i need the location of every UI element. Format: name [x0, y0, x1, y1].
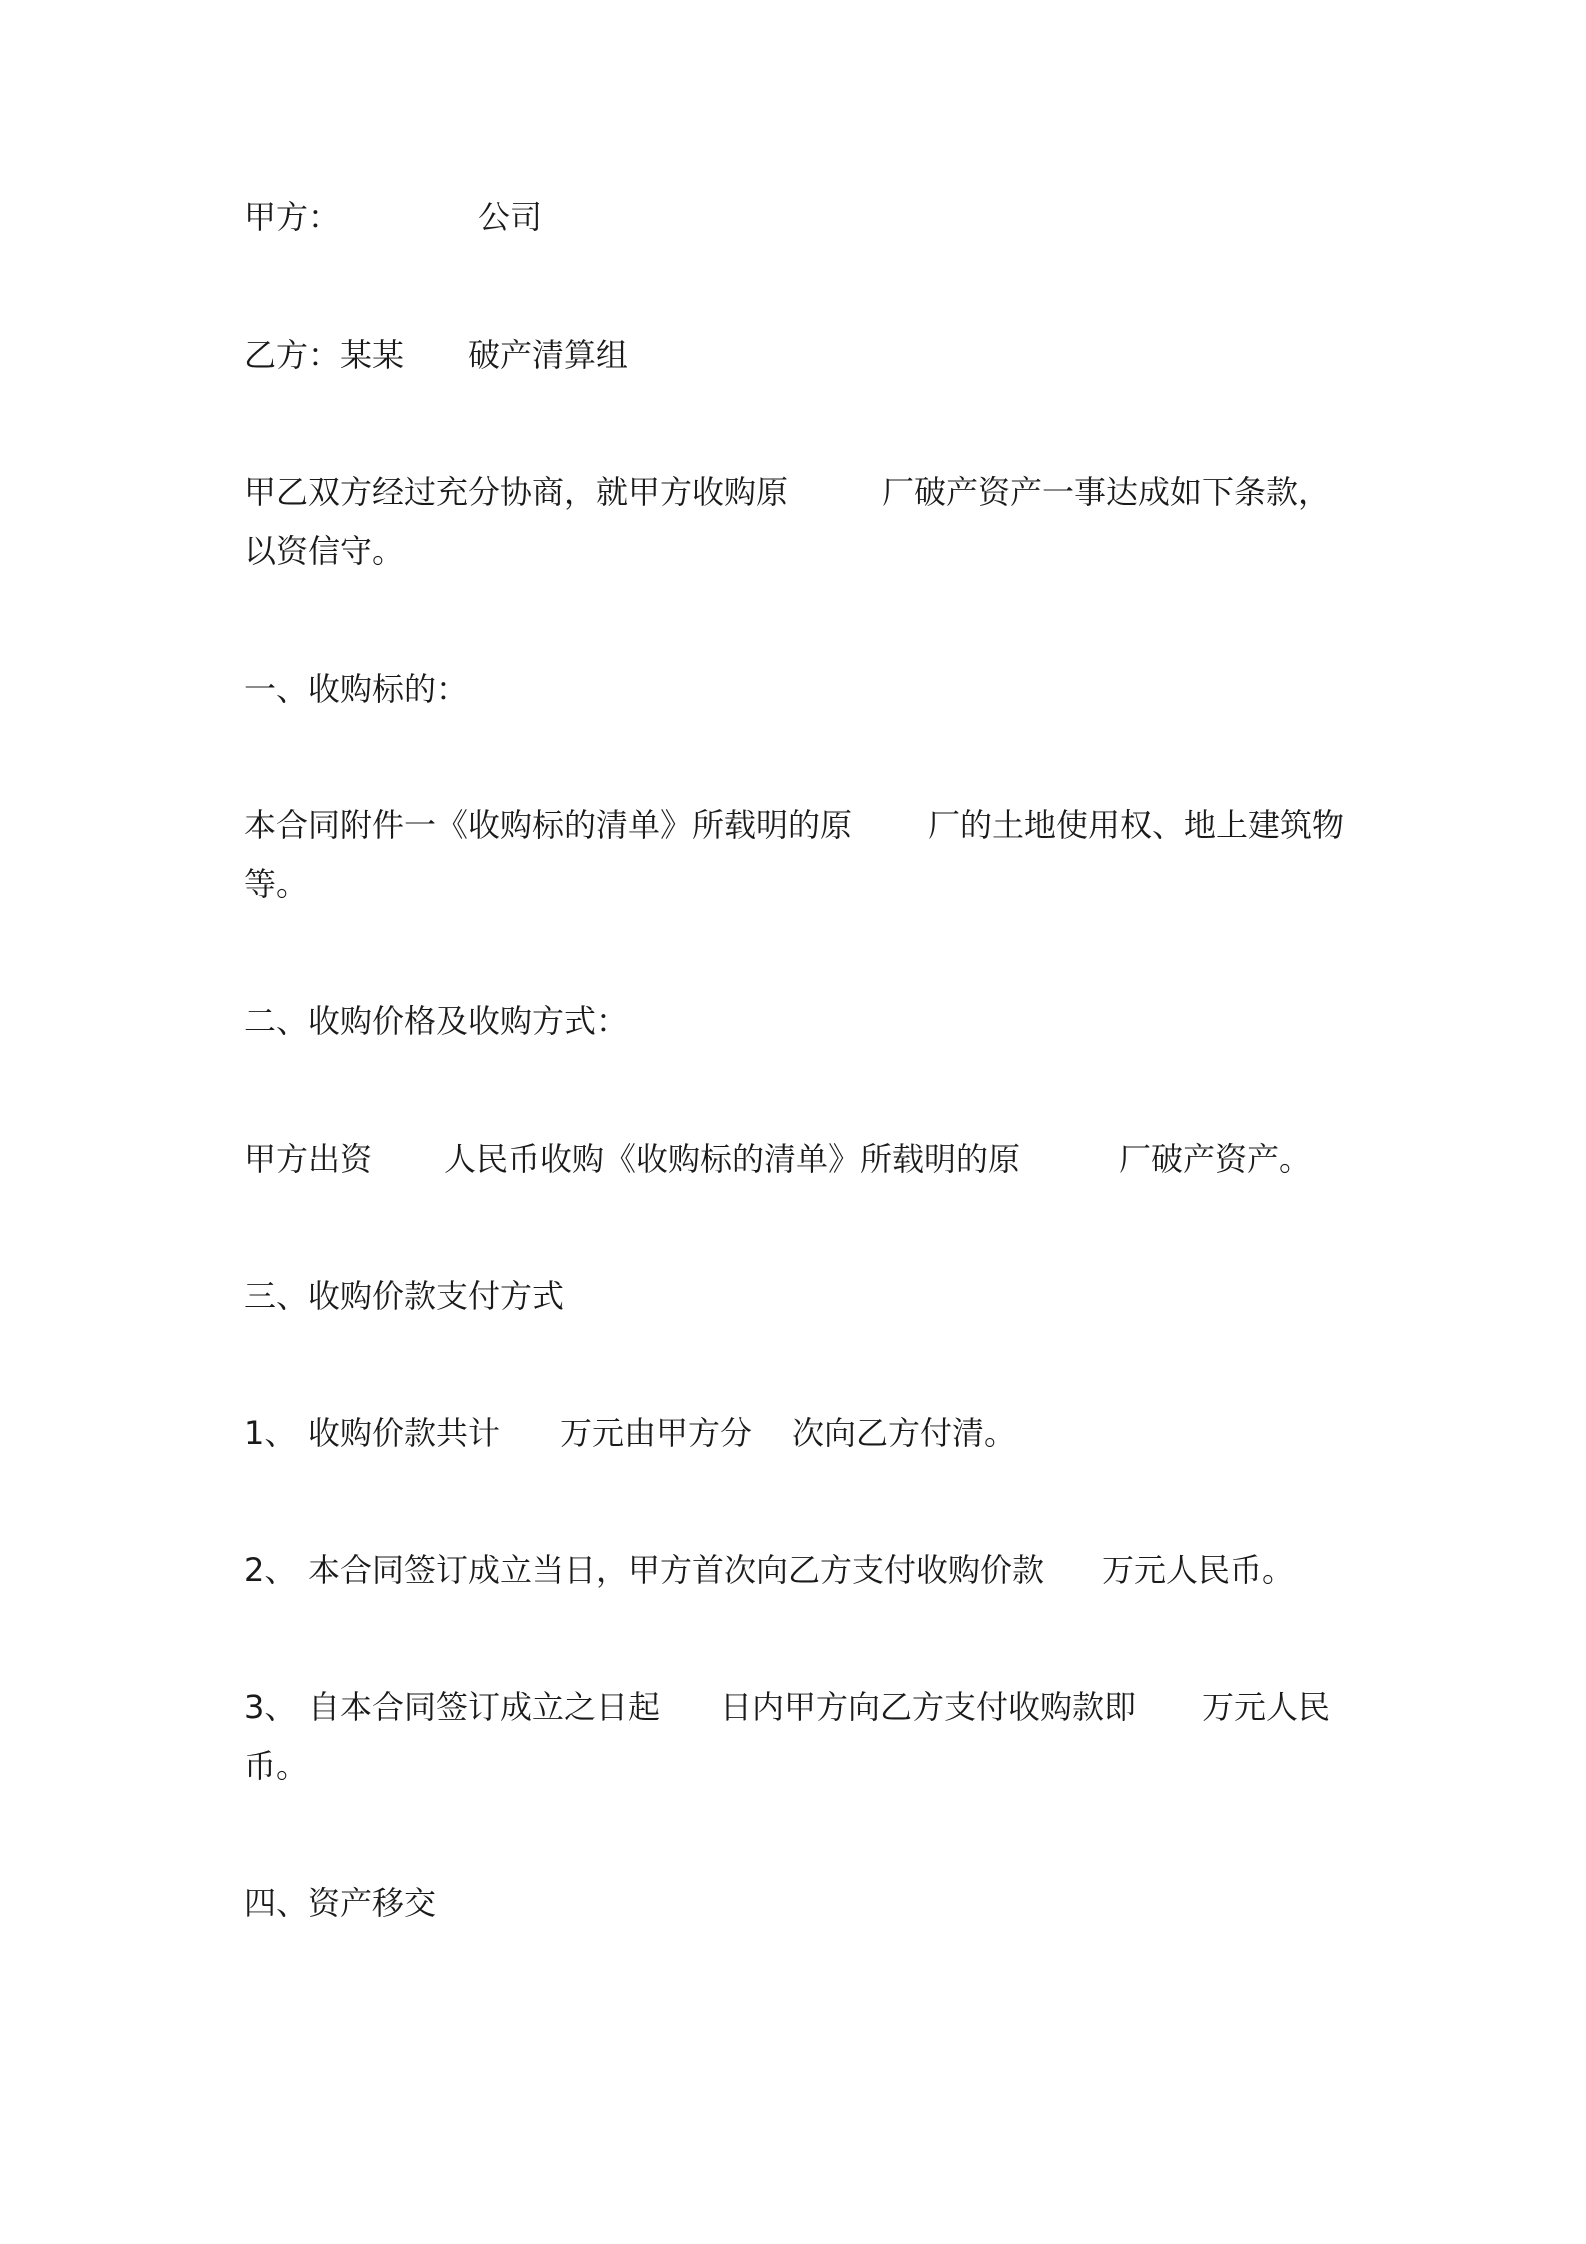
item-3-number: 3、: [244, 1688, 297, 1726]
section-1-heading-text: 一、收购标的：: [244, 670, 469, 708]
section-1-text-1: 本合同附件一《收购标的清单》所载明的原: [244, 806, 853, 844]
intro-text-1: 甲乙双方经过充分协商，就甲方收购原: [244, 473, 789, 511]
intro-text-2: 厂破产资产一事达成如下条款，: [882, 473, 1331, 511]
item-2-text-1: 本合同签订成立当日，甲方首次向乙方支付收购价款: [308, 1551, 1045, 1589]
item-2-text-2: 万元人民币。: [1102, 1551, 1295, 1589]
party-b-label: 乙方：某某: [244, 336, 405, 374]
item-3-text-1: 自本合同签订成立之日起: [308, 1688, 661, 1726]
item-1-text-3: 次向乙方付清。: [792, 1414, 1017, 1452]
section-1-text-2: 厂的土地使用权、地上建筑物: [928, 806, 1345, 844]
section-2-text-1: 甲方出资: [244, 1140, 373, 1178]
party-a-company: 公司: [478, 198, 543, 236]
item-2-number: 2、: [244, 1551, 297, 1589]
item-3-text-3: 万元人民: [1202, 1688, 1331, 1726]
intro-text-3: 以资信守。: [244, 532, 405, 570]
section-2-text-3: 厂破产资产。: [1119, 1140, 1312, 1178]
item-1-text-2: 万元由甲方分: [560, 1414, 753, 1452]
item-3-text-2: 日内甲方向乙方支付收购款即: [720, 1688, 1137, 1726]
section-1-text-3: 等。: [244, 865, 309, 903]
section-2-heading-text: 二、收购价格及收购方式：: [244, 1002, 629, 1040]
item-1-text-1: 收购价款共计: [308, 1414, 501, 1452]
party-a-label: 甲方：: [244, 198, 341, 236]
section-4-heading-text: 四、资产移交: [244, 1884, 437, 1922]
section-3-heading-text: 三、收购价款支付方式: [244, 1277, 565, 1315]
item-3-text-4: 币。: [244, 1747, 309, 1785]
party-b-org: 破产清算组: [468, 336, 629, 374]
item-1-number: 1、: [244, 1414, 297, 1452]
section-2-text-2: 人民币收购《收购标的清单》所载明的原: [444, 1140, 1021, 1178]
